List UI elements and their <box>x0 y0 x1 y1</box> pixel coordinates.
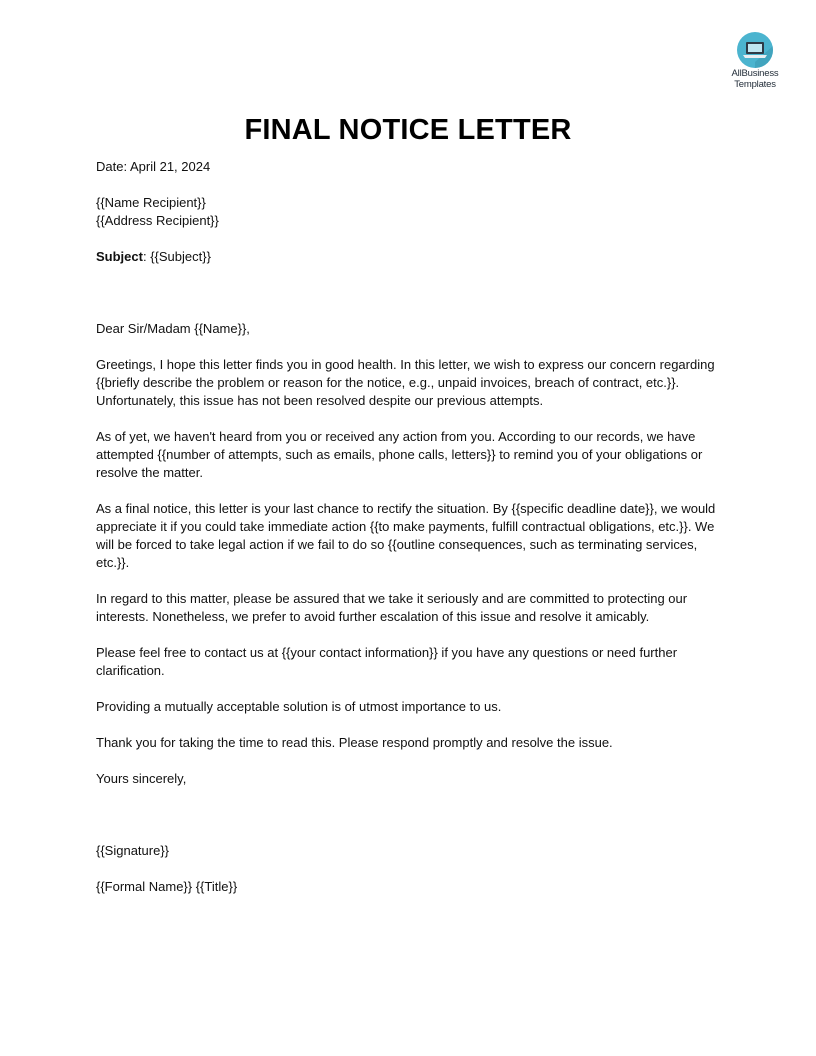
logo-text-line2: Templates <box>734 79 776 90</box>
subject-line <box>96 248 720 266</box>
allbusiness-templates-logo <box>722 32 788 90</box>
closing: Yours sincerely, <box>96 771 187 786</box>
laptop-icon <box>737 32 773 68</box>
recipient-address: {{Address Recipient}} <box>96 213 219 228</box>
paragraph-1: Greetings, I hope this letter finds you in good health. In this letter, we wish to express our concern regarding {{briefly describe the problem or reason for the notice, e.g., unpaid invoices, breach of contract, etc.}}. Unfortunately, this issue has not been resolved despite our previous attempts. <box>96 357 715 408</box>
date-line: Date: April 21, 2024 <box>96 159 211 174</box>
letter-body <box>96 158 720 914</box>
logo-text-line1: AllBusiness <box>731 68 779 79</box>
paragraph-5: Please feel free to contact us at {{your contact information}} if you have any questions or need further clarification. <box>96 645 678 678</box>
paragraph-2: As of yet, we haven't heard from you or received any action from you. According to our records, we have attempted {{number of attempts, such as emails, phone calls, letters}} to remind you of your obligations or resolve the matter. <box>96 429 703 480</box>
formal-name-title: {{Formal Name}} {{Title}} <box>96 879 238 894</box>
paragraph-4: In regard to this matter, please be assured that we take it seriously and are committed to protecting our interests. Nonetheless, we prefer to avoid further escalation of this issue and resolve it amicably. <box>96 591 688 624</box>
page-title: FINAL NOTICE LETTER <box>244 114 572 146</box>
paragraph-7: Thank you for taking the time to read this. Please respond promptly and resolve the issue. <box>96 735 613 750</box>
salutation: Dear Sir/Madam {{Name}}, <box>96 321 250 336</box>
recipient-name: {{Name Recipient}} <box>96 195 206 210</box>
paragraph-3: As a final notice, this letter is your last chance to rectify the situation. By {{specific deadline date}}, we would appreciate it if you could take immediate action {{to make payments, fulfill contractual obligations, etc.}}. We will be forced to take legal action if we fail to do so {{outline consequences, such as terminating services, etc.}}. <box>96 501 716 570</box>
paragraph-6: Providing a mutually acceptable solution is of utmost importance to us. <box>96 699 502 714</box>
subject-value: : {{Subject}} <box>142 249 211 264</box>
subject-label: Subject <box>96 249 143 264</box>
signature: {{Signature}} <box>96 843 170 858</box>
